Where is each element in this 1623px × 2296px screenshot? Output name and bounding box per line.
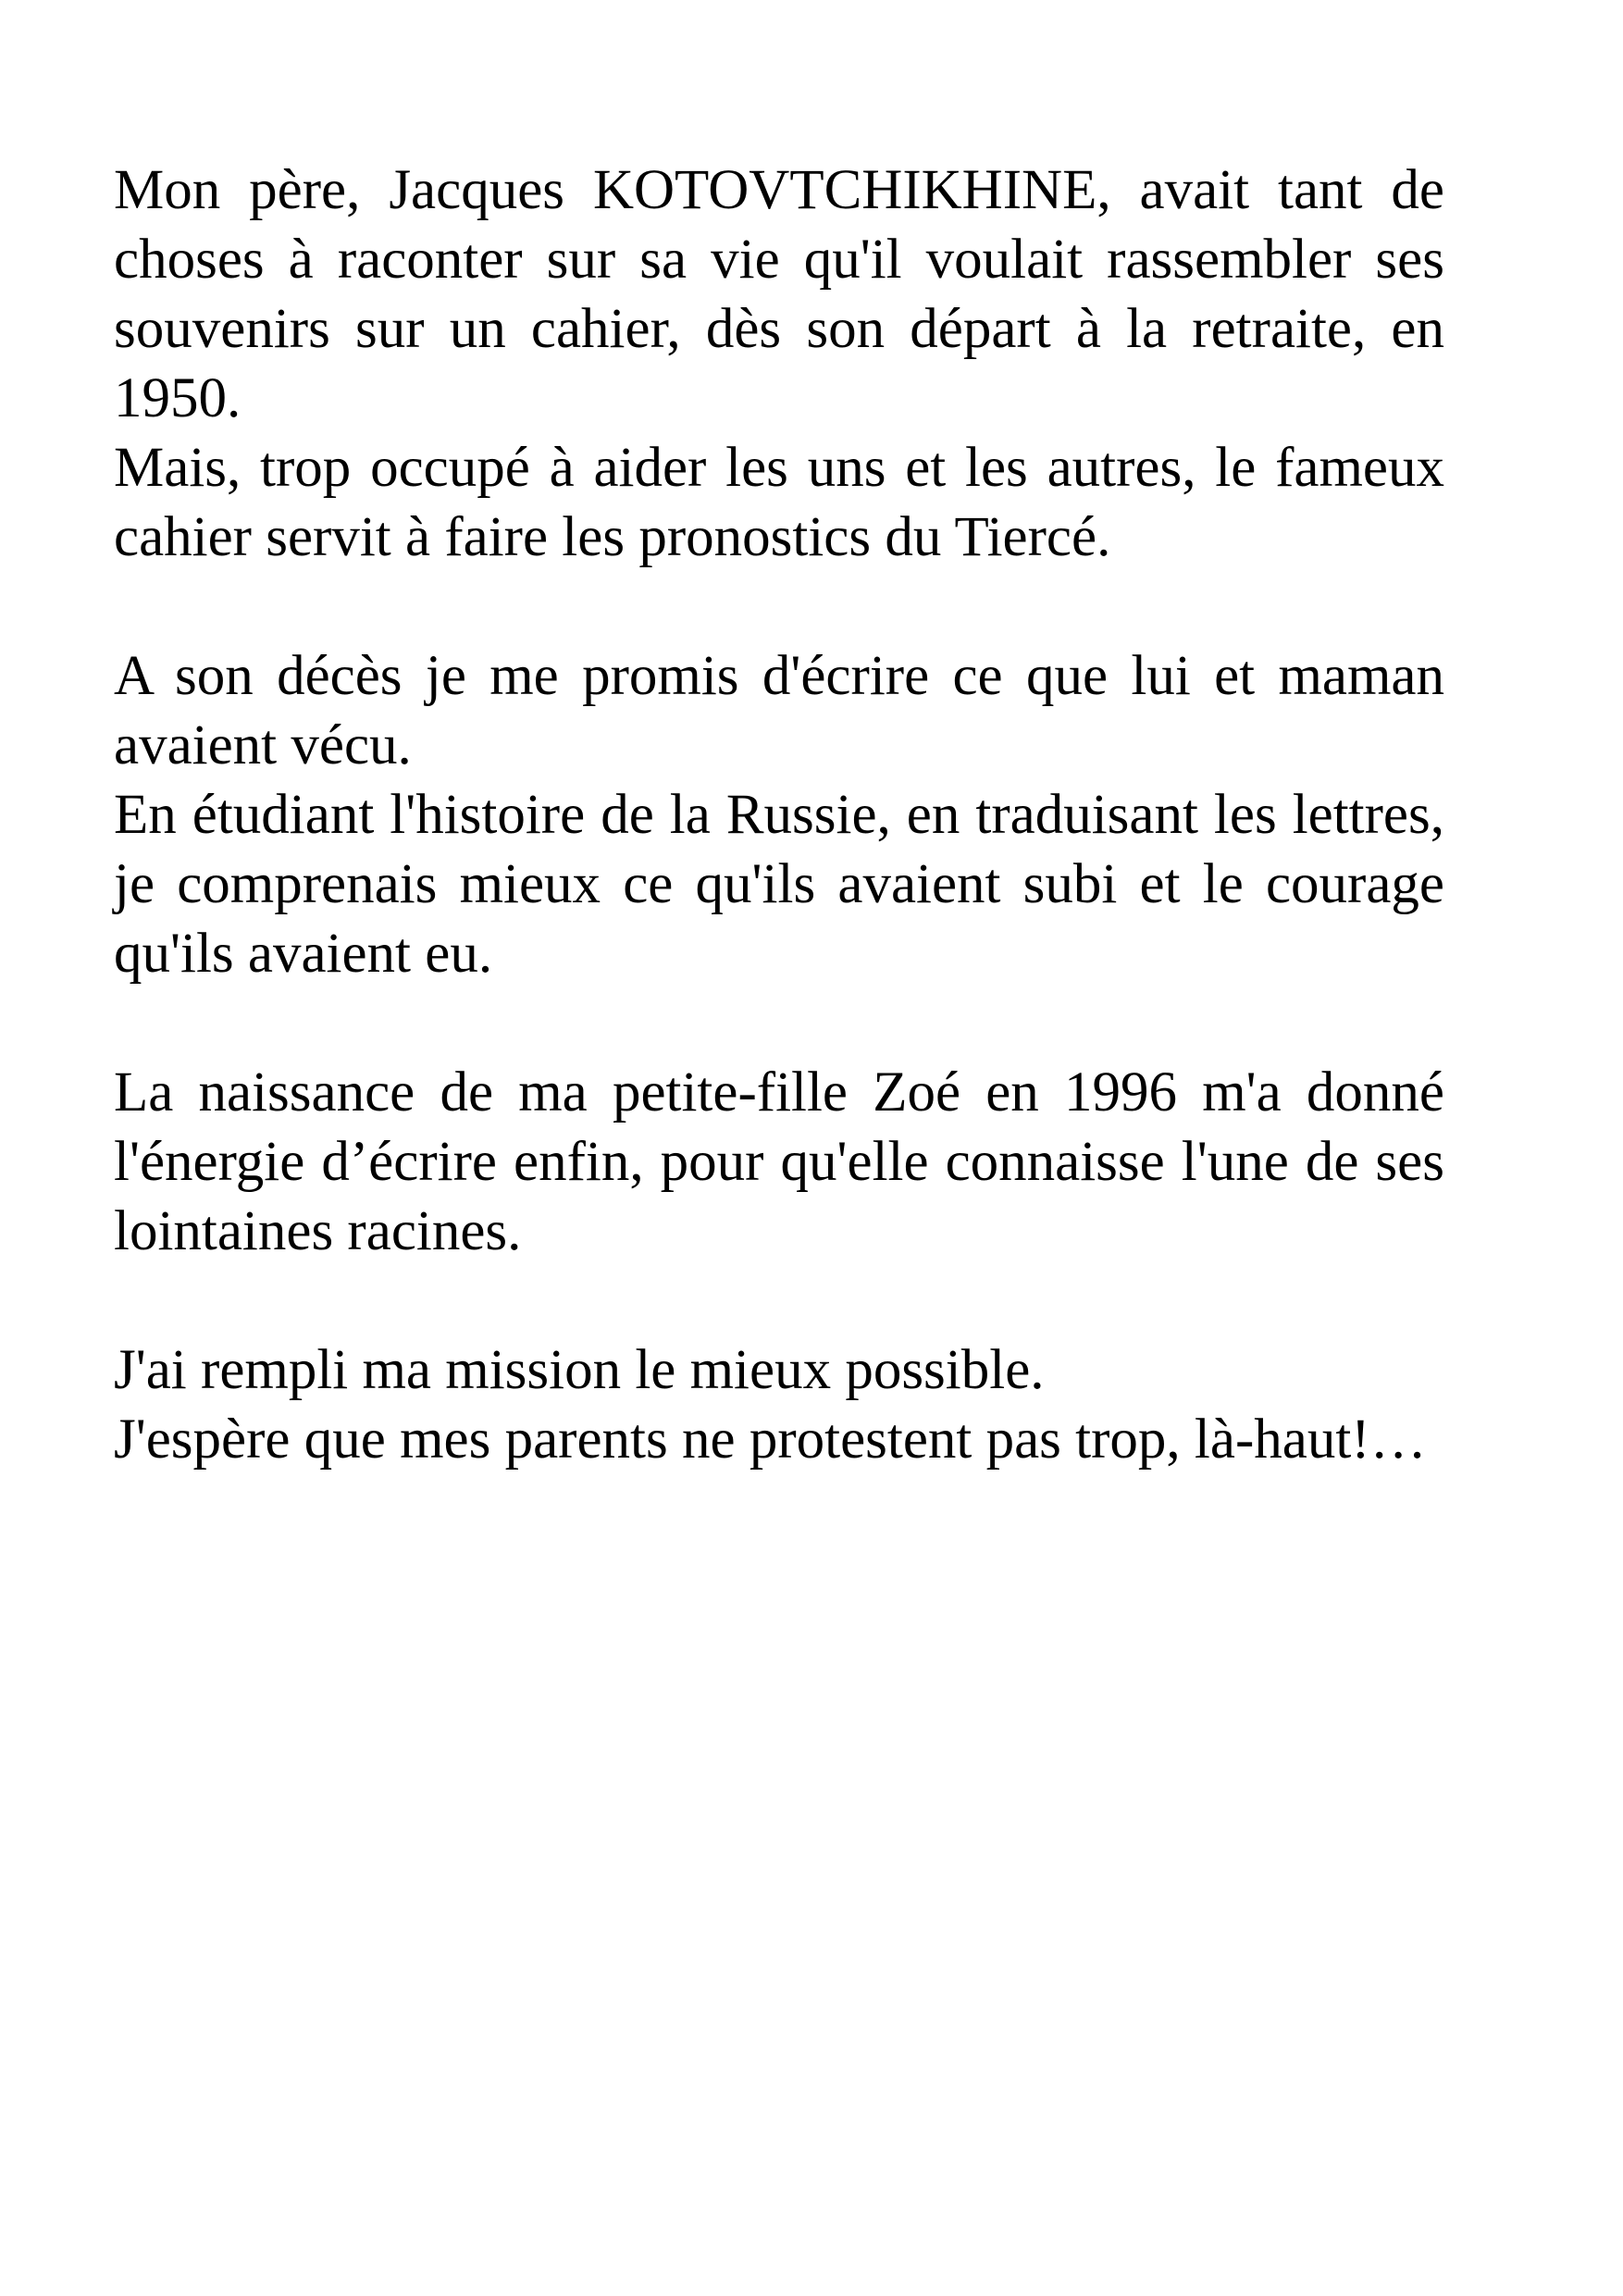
paragraph-promise: A son décès je me promis d'écrire ce que lui et maman avaient vécu. (114, 645, 1444, 776)
paragraph-history: En étudiant l'histoire de la Russie, en traduisant les lettres, je comprenais mieux ce qu'ils avaient subi et le courage qu'ils avaient eu. (114, 784, 1444, 985)
paragraph-spacer (114, 1266, 1444, 1335)
paragraph-mission: J'ai rempli ma mission le mieux possible. (114, 1339, 1045, 1401)
paragraph-notebook: Mais, trop occupé à aider les uns et les autres, le fameux cahier servit à faire les pronostics du Tiercé. (114, 437, 1444, 568)
body-text (114, 155, 1444, 1474)
paragraph-retirement: Mon père, Jacques KOTOVTCHIKHINE, avait tant de choses à raconter sur sa vie qu'il voulait rassembler ses souvenirs sur un cahier, dès son départ à la retraite, en 1950. (114, 159, 1444, 429)
paragraph-spacer (114, 572, 1444, 641)
paragraph-parents: J'espère que mes parents ne protestent pas trop, là-haut!… (114, 1409, 1427, 1471)
paragraph-spacer (114, 988, 1444, 1058)
paragraph-granddaughter: La naissance de ma petite-fille Zoé en 1996 m'a donné l'énergie d’écrire enfin, pour qu'elle connaisse l'une de ses lointaines racines. (114, 1061, 1444, 1262)
